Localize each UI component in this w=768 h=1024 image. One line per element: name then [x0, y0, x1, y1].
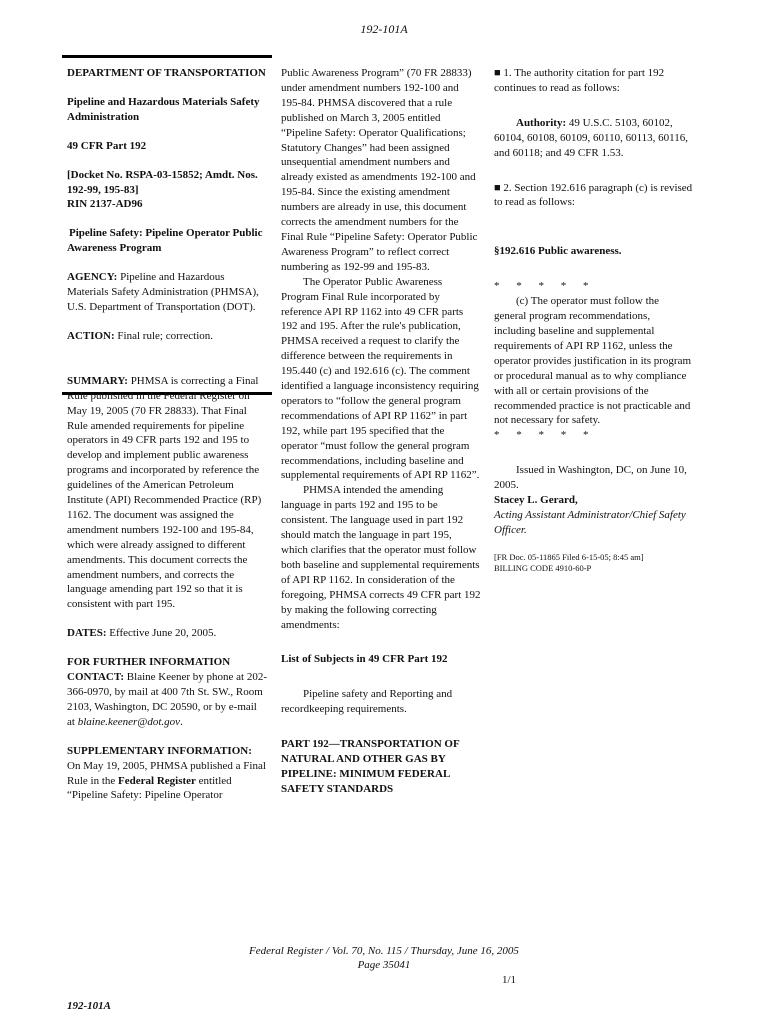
summary-label: SUMMARY:	[67, 374, 128, 387]
page-header-id: 192-101A	[360, 22, 408, 36]
agency-text: Pipeline and Hazardous Materials Safety Administration (PHMSA), U.S. Department of Transportation (DOT).	[67, 271, 259, 313]
col2-paragraph-1: Public Awareness Program” (70 FR 28833) under amendment numbers 192-100 and 195-84. PHMSA discovered that a rule published on March 3, 2005 entitled “Pipeline Safety: Operator Qualifications; Statutory Changes” had been assigned unsequential amendment numbers and already existed as amendments 192-100 and 195-84. Since the existing amendment numbers are already in use, this document corrects the amendment numbers for the Final Rule “Pipeline Safety: Operator Public Awareness Program” to reflect correct numbering as 192-99 and 195-83.	[281, 67, 478, 273]
column-2	[281, 66, 481, 797]
docket-number: [Docket No. RSPA-03-15852; Amdt. Nos. 192-99, 195-83]	[67, 168, 258, 196]
footer-citation	[0, 944, 768, 972]
column-3	[494, 66, 694, 574]
top-rule-col1	[62, 55, 272, 58]
ellipsis-stars-2: * * * * *	[494, 429, 589, 442]
supplementary-text-2: entitled “Pipeline Safety: Pipeline Operator	[67, 774, 232, 802]
page-count: 1/1	[502, 974, 517, 986]
agency-label: AGENCY:	[67, 271, 118, 284]
action-paragraph	[67, 329, 267, 344]
contact-label: FOR FURTHER INFORMATION CONTACT:	[67, 656, 231, 684]
issued-line: Issued in Washington, DC, on June 10, 2005.	[494, 464, 687, 492]
contact-end: .	[180, 715, 183, 728]
column-1	[67, 66, 267, 803]
contact-email-link[interactable]: blaine.keener@dot.gov	[77, 715, 181, 728]
subjects-text: Pipeline safety and Reporting and recordkeeping requirements.	[281, 688, 453, 716]
action-text: Final rule; correction.	[117, 329, 214, 342]
amendment-item-1: ■ 1. The authority citation for part 192 continues to read as follows:	[494, 67, 665, 94]
agency-paragraph	[67, 270, 267, 315]
ellipsis-stars-1: * * * * *	[494, 280, 589, 293]
supplementary-label: SUPPLEMENTARY INFORMATION:	[67, 744, 252, 757]
summary-paragraph	[67, 374, 267, 613]
supplementary-paragraph	[67, 744, 267, 804]
dates-paragraph	[67, 626, 267, 641]
amendment-item-2: ■ 2. Section 192.616 paragraph (c) is revised to read as follows:	[494, 181, 693, 209]
department-heading: DEPARTMENT OF TRANSPORTATION	[67, 67, 266, 79]
federal-register-ref: Federal Register	[118, 774, 196, 787]
contact-paragraph	[67, 655, 267, 730]
part-192-heading: PART 192—TRANSPORTATION OF NATURAL AND OTHER GAS BY PIPELINE: MINIMUM FEDERAL SAFETY STANDARDS	[281, 738, 460, 795]
col2-paragraph-2: The Operator Public Awareness Program Final Rule incorporated by reference API RP 1162 into 49 CFR parts 192 and 195. After the rule's publication, PHMSA received a request to clarify the difference between the requirements in 195.440 (c) and 192.616 (c). The comment identified a language inconsistency requiring operators to “follow the general program recommendations of API RP 1162” in part 192, while part 195 specified that the operator “must follow the general program recommendations, including baseline and supplemental requirements of API RP 1162”.	[281, 275, 480, 482]
signer-name: Stacey L. Gerard,	[494, 494, 578, 507]
authority-label: Authority:	[516, 116, 567, 129]
footer-document-id: 192-101A	[67, 1000, 111, 1012]
col2-paragraph-3: PHMSA intended the amending language in parts 192 and 195 to be consistent. The language used in part 192 should match the language in part 195, which clarifies that the operator must follow both baseline and supplemental requirements of API RP 1162. In consideration of the foregoing, PHMSA corrects 49 CFR part 192 by making the following correcting amendments:	[281, 484, 481, 631]
page-number: Page 35041	[357, 959, 411, 971]
dates-label: DATES:	[67, 627, 107, 640]
fr-doc-line: [FR Doc. 05-11865 Filed 6-15-05; 8:45 am]	[494, 551, 644, 562]
paragraph-c: (c) The operator must follow the general program recommendations, including baseline and supplemental requirements of API RP 1162, unless the operator provides justification in its program or procedural manual as to why compliance with all or certain provisions of the recommended practice is not practicable and not necessary for safety.	[494, 295, 692, 427]
summary-text: PHMSA is correcting a Final Rule published in the Federal Register on May 19, 2005 (70 FR 28833). That Final Rule amended requirements for pipeline operators in 49 CFR parts 192 and 195 to develop and implement public awareness programs and incorporated by reference the guidelines of the American Petroleum Institute (API) Recommended Practice (RP) 1162. The document was assigned the amendment numbers 192-100 and 195-84, which were already assigned to different amendments. This document corrects the amendment numbers, and corrects the language amending part 192 so that it is consistent with part 195.	[67, 374, 262, 611]
action-label: ACTION:	[67, 329, 115, 342]
contact-text: Blaine Keener by phone at 202-366-0970, by mail at 400 7th St. SW., Room 2103, Washington, DC 20590, or by e-mail at	[67, 671, 267, 728]
billing-code: BILLING CODE 4910-60-P	[494, 562, 592, 573]
administration-heading: Pipeline and Hazardous Materials Safety Administration	[67, 95, 260, 123]
cfr-part: 49 CFR Part 192	[67, 139, 147, 152]
rin-number: RIN 2137-AD96	[67, 198, 143, 211]
authority-text: 49 U.S.C. 5103, 60102, 60104, 60108, 60109, 60110, 60113, 60116, and 60118; and 49 CFR 1.53.	[494, 116, 689, 159]
rule-title: Pipeline Safety: Pipeline Operator Public Awareness Program	[67, 227, 263, 255]
section-192-616-heading: §192.616 Public awareness.	[494, 245, 622, 258]
signer-title: Acting Assistant Administrator/Chief Safety Officer.	[494, 508, 686, 536]
subjects-heading: List of Subjects in 49 CFR Part 192	[281, 653, 448, 666]
dates-text: Effective June 20, 2005.	[109, 627, 217, 640]
supplementary-text-1: On May 19, 2005, PHMSA published a Final Rule in the	[67, 759, 266, 787]
authority-paragraph	[494, 116, 694, 161]
federal-register-citation: Federal Register / Vol. 70, No. 115 / Thursday, June 16, 2005	[249, 945, 519, 957]
